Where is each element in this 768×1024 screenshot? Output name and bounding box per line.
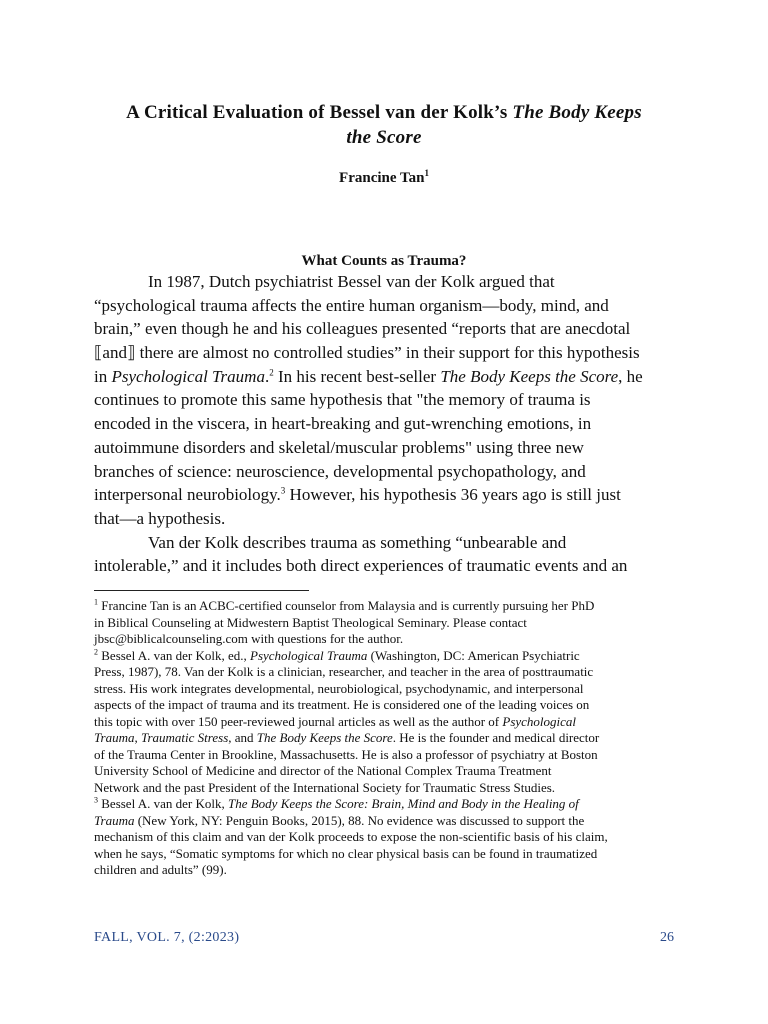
body-text <box>94 270 694 578</box>
footnote-ref: 2 <box>269 367 274 378</box>
author-byline <box>80 168 688 188</box>
section-heading: What Counts as Trauma? <box>301 253 467 269</box>
footnote-text: Bessel A. van der Kolk, <box>101 796 228 811</box>
footnote-line <box>94 615 694 632</box>
footnote-text: Bessel A. van der Kolk, ed., <box>101 647 251 663</box>
footnote-text: in Biblical Counseling at Midwestern Baptist Theological Seminary. Please contact <box>94 614 527 630</box>
body-line <box>94 483 694 507</box>
footnote-2 <box>94 648 694 665</box>
footnote-mark: 2 <box>94 647 98 657</box>
body-line <box>94 270 694 294</box>
page-number: 26 <box>660 930 674 945</box>
book-title-italic: The Body Keeps the Score <box>440 366 619 386</box>
footnote-line <box>94 631 694 648</box>
footnote-text: (Washington, DC: American Psychiatric <box>367 647 580 663</box>
footnote-italic: Psychological <box>502 713 577 729</box>
book-title-italic: Psychological Trauma <box>111 366 265 386</box>
footnote-mark: 1 <box>94 597 98 607</box>
footnote-italic: The Body Keeps the Score <box>256 730 393 745</box>
footnote-line <box>94 846 694 863</box>
footnote-text: aspects of the impact of trauma and its treatment. He is considered one of the leading voices on <box>94 697 590 712</box>
footnote-line <box>94 829 694 846</box>
footnote-italic: Trauma <box>94 730 135 745</box>
footnote-line <box>94 697 694 714</box>
body-text-segment: in <box>94 366 112 386</box>
footnote-ref: 3 <box>280 485 286 496</box>
footnote-text: . He is the founder and medical director <box>392 730 600 745</box>
footnote-text: , <box>134 730 141 745</box>
footnotes <box>94 598 694 879</box>
body-line <box>94 436 694 460</box>
body-line <box>94 460 694 484</box>
footnote-mark: 3 <box>94 795 98 805</box>
footnote-line <box>94 681 694 698</box>
footnote-text: children and adults” (99). <box>94 862 227 877</box>
title-book-italic-2: the Score <box>346 127 422 148</box>
body-text-segment: autoimmune disorders and skeletal/muscular problems" using three new <box>94 437 584 457</box>
footnote-italic: Traumatic Stress <box>140 730 229 745</box>
footnote-line <box>94 813 694 830</box>
footnote-text: Francine Tan is an ACBC-certified counselor from Malaysia and is currently pursuing her PhD <box>101 598 595 613</box>
body-text-segment: intolerable,” and it includes both direct experiences of traumatic events and an <box>94 556 628 576</box>
body-text-segment: However, his hypothesis 36 years ago is still just <box>285 485 621 505</box>
body-text-segment: . <box>264 366 270 386</box>
footnote-ref-1: 1 <box>424 168 429 178</box>
footnote-line <box>94 862 694 879</box>
body-text-segment: encoded in the viscera, in heart-breaking and gut-wrenching emotions, in <box>94 414 592 434</box>
footnote-3 <box>94 796 694 813</box>
body-text-segment: In 1987, Dutch psychiatrist Bessel van der Kolk argued that <box>148 272 555 291</box>
title-line-2 <box>80 125 688 150</box>
footnote-divider <box>94 590 309 591</box>
footnote-italic: Psychological Trauma <box>250 647 368 663</box>
body-text-segment: In his recent best-seller <box>273 366 441 386</box>
footnote-text: when he says, “Somatic symptoms for which no clear physical basis can be found in traumatized <box>94 845 598 861</box>
footnote-line <box>94 714 694 731</box>
footnote-text: stress. His work integrates developmental, neurobiological, psychodynamic, and interpersonal <box>94 680 584 696</box>
footnote-italic: The Body Keeps the Score: Brain, Mind and Body in the Healing of <box>227 796 579 811</box>
footnote-text: Press, 1987), 78. Van der Kolk is a clinician, researcher, and teacher in the area of posttraumatic <box>94 664 594 679</box>
footnote-text: (New York, NY: Penguin Books, 2015), 88. No evidence was discussed to support the <box>134 812 585 828</box>
body-line <box>94 412 694 436</box>
footnote-text: University School of Medicine and director of the National Complex Trauma Treatment <box>94 763 552 778</box>
footnote-text: , and <box>228 730 257 745</box>
body-text-segment: that—a hypothesis. <box>94 508 226 528</box>
title-book-italic: The Body Keeps <box>512 102 642 123</box>
body-text-segment: branches of science: neuroscience, developmental psychopathology, and <box>94 461 586 481</box>
body-line <box>94 507 694 531</box>
footnote-line <box>94 780 694 797</box>
body-line <box>94 554 694 578</box>
body-text-segment: continues to promote this same hypothesis that "the memory of trauma is <box>94 390 591 410</box>
author-name: Francine Tan <box>339 170 425 186</box>
footnote-text: mechanism of this claim and van der Kolk proceeds to expose the non-scientific basis of his claim, <box>94 829 608 844</box>
body-line <box>94 317 694 341</box>
footnote-line <box>94 763 694 780</box>
body-line <box>94 341 694 365</box>
title-line-1 <box>80 100 688 125</box>
footnote-line <box>94 664 694 681</box>
body-text-segment: brain,” even though he and his colleagues presented “reports that are anecdotal <box>94 319 631 339</box>
body-line <box>94 294 694 318</box>
body-text-segment: ⟦and⟧ there are almost no controlled studies” in their support for this hypothesis <box>94 343 640 363</box>
footnote-line <box>94 730 694 747</box>
footnote-text: of the Trauma Center in Brookline, Massachusetts. He is also a professor of psychiatry at Boston <box>94 746 598 762</box>
title-text: A Critical Evaluation of Bessel van der Kolk’s <box>126 102 513 123</box>
body-text-segment: “psychological trauma affects the entire human organism—body, mind, and <box>94 295 609 315</box>
body-line <box>94 388 694 412</box>
body-text-segment: Van der Kolk describes trauma as something “unbearable and <box>148 532 567 552</box>
journal-issue: FALL, VOL. 7, (2:2023) <box>94 930 240 945</box>
footnote-italic: Trauma <box>94 812 135 828</box>
footnote-text: Network and the past President of the International Society for Traumatic Stress Studies. <box>94 779 556 795</box>
footnote-text: this topic with over 150 peer-reviewed journal articles as well as the author of <box>94 713 503 729</box>
footnote-text: jbsc@biblicalcounseling.com with questions for the author. <box>94 631 404 646</box>
body-text-segment: interpersonal neurobiology. <box>94 485 281 505</box>
footnote-line <box>94 747 694 764</box>
footnote-1 <box>94 598 694 615</box>
article-title <box>80 100 688 150</box>
body-text-segment: , he <box>618 366 643 386</box>
body-line <box>94 365 694 389</box>
body-line <box>94 531 694 555</box>
